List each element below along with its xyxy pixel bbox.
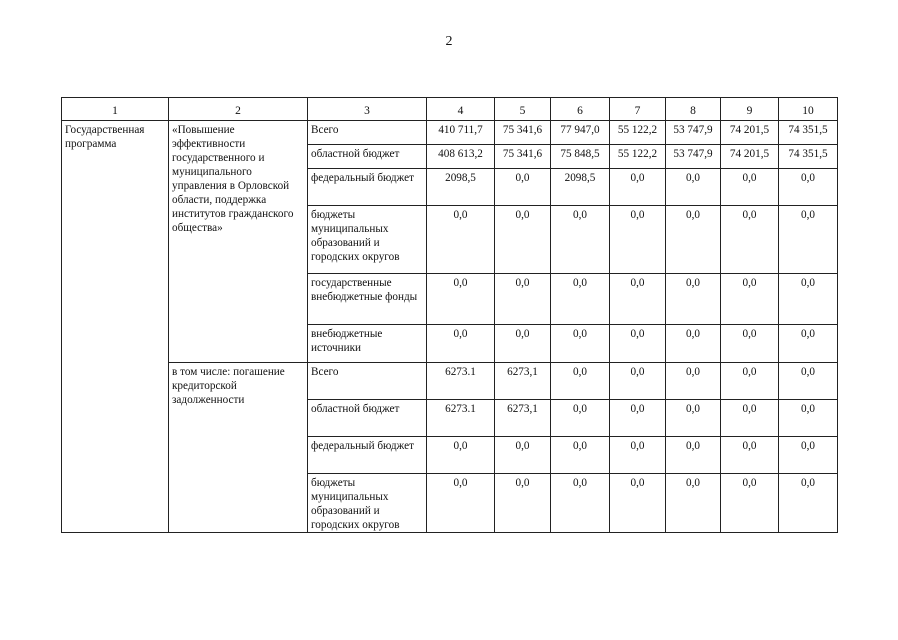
value-cell: 0,0	[779, 206, 838, 274]
value-cell: 0,0	[666, 474, 721, 533]
value-cell: 75 848,5	[551, 145, 610, 169]
value-cell: 0,0	[721, 363, 779, 400]
value-cell: 410 711,7	[427, 121, 495, 145]
value-cell: 0,0	[610, 274, 666, 325]
header-cell: 1	[62, 98, 169, 121]
value-cell: 0,0	[427, 325, 495, 363]
header-cell: 8	[666, 98, 721, 121]
value-cell: 0,0	[779, 274, 838, 325]
value-cell: 0,0	[779, 363, 838, 400]
value-cell: 0,0	[610, 363, 666, 400]
value-cell: 0,0	[427, 474, 495, 533]
value-cell: 0,0	[721, 474, 779, 533]
value-cell: 0,0	[721, 437, 779, 474]
funding-source-cell: Всего	[308, 121, 427, 145]
value-cell: 55 122,2	[610, 145, 666, 169]
value-cell: 6273.1	[427, 400, 495, 437]
value-cell: 408 613,2	[427, 145, 495, 169]
value-cell: 0,0	[610, 206, 666, 274]
header-cell: 9	[721, 98, 779, 121]
value-cell: 53 747,9	[666, 145, 721, 169]
header-cell: 2	[169, 98, 308, 121]
value-cell: 0,0	[610, 400, 666, 437]
value-cell: 0,0	[666, 274, 721, 325]
value-cell: 0,0	[551, 325, 610, 363]
value-cell: 0,0	[427, 206, 495, 274]
value-cell: 0,0	[495, 274, 551, 325]
value-cell: 0,0	[721, 169, 779, 206]
value-cell: 75 341,6	[495, 145, 551, 169]
value-cell: 75 341,6	[495, 121, 551, 145]
value-cell: 0,0	[551, 474, 610, 533]
header-cell: 5	[495, 98, 551, 121]
value-cell: 0,0	[779, 437, 838, 474]
value-cell: 0,0	[721, 400, 779, 437]
value-cell: 6273.1	[427, 363, 495, 400]
value-cell: 6273,1	[495, 400, 551, 437]
header-cell: 3	[308, 98, 427, 121]
value-cell: 0,0	[779, 325, 838, 363]
value-cell: 0,0	[495, 206, 551, 274]
sub-item-name-cell: в том числе: погашение кредиторской задолженности	[169, 363, 308, 533]
value-cell: 0,0	[427, 437, 495, 474]
funding-source-cell: государственные внебюджетные фонды	[308, 274, 427, 325]
value-cell: 0,0	[427, 274, 495, 325]
page-number: 2	[445, 34, 453, 49]
value-cell: 0,0	[666, 169, 721, 206]
funding-source-cell: внебюджетные источники	[308, 325, 427, 363]
value-cell: 0,0	[551, 400, 610, 437]
value-cell: 0,0	[551, 274, 610, 325]
value-cell: 0,0	[610, 437, 666, 474]
program-name-cell: «Повышение эффективности государственного и муниципального управления в Орловской области, поддержка институтов гражданского общества»	[169, 121, 308, 363]
value-cell: 0,0	[666, 437, 721, 474]
value-cell: 0,0	[779, 400, 838, 437]
value-cell: 74 351,5	[779, 121, 838, 145]
funding-source-cell: федеральный бюджет	[308, 169, 427, 206]
value-cell: 0,0	[779, 474, 838, 533]
funding-source-cell: областной бюджет	[308, 400, 427, 437]
value-cell: 0,0	[666, 206, 721, 274]
value-cell: 0,0	[721, 206, 779, 274]
value-cell: 53 747,9	[666, 121, 721, 145]
value-cell: 74 351,5	[779, 145, 838, 169]
value-cell: 0,0	[666, 400, 721, 437]
value-cell: 6273,1	[495, 363, 551, 400]
value-cell: 0,0	[495, 437, 551, 474]
value-cell: 0,0	[666, 363, 721, 400]
funding-source-cell: Всего	[308, 363, 427, 400]
value-cell: 0,0	[551, 437, 610, 474]
value-cell: 0,0	[610, 169, 666, 206]
header-cell: 7	[610, 98, 666, 121]
value-cell: 2098,5	[551, 169, 610, 206]
value-cell: 74 201,5	[721, 145, 779, 169]
value-cell: 0,0	[495, 169, 551, 206]
funding-source-cell: областной бюджет	[308, 145, 427, 169]
value-cell: 0,0	[495, 474, 551, 533]
program-type-cell: Государственная программа	[62, 121, 169, 533]
value-cell: 0,0	[610, 325, 666, 363]
funding-source-cell: бюджеты муниципальных образований и городских округов	[308, 206, 427, 274]
budget-table	[61, 97, 838, 533]
value-cell: 55 122,2	[610, 121, 666, 145]
value-cell: 0,0	[721, 274, 779, 325]
value-cell: 0,0	[495, 325, 551, 363]
table-header-row	[62, 98, 838, 121]
value-cell: 74 201,5	[721, 121, 779, 145]
funding-source-cell: федеральный бюджет	[308, 437, 427, 474]
funding-source-cell: бюджеты муниципальных образований и городских округов	[308, 474, 427, 533]
value-cell: 0,0	[779, 169, 838, 206]
value-cell: 0,0	[551, 363, 610, 400]
value-cell: 0,0	[610, 474, 666, 533]
value-cell: 77 947,0	[551, 121, 610, 145]
header-cell: 4	[427, 98, 495, 121]
value-cell: 0,0	[551, 206, 610, 274]
table-row	[62, 363, 838, 400]
value-cell: 2098,5	[427, 169, 495, 206]
value-cell: 0,0	[721, 325, 779, 363]
value-cell: 0,0	[666, 325, 721, 363]
header-cell: 10	[779, 98, 838, 121]
table-row	[62, 121, 838, 145]
header-cell: 6	[551, 98, 610, 121]
